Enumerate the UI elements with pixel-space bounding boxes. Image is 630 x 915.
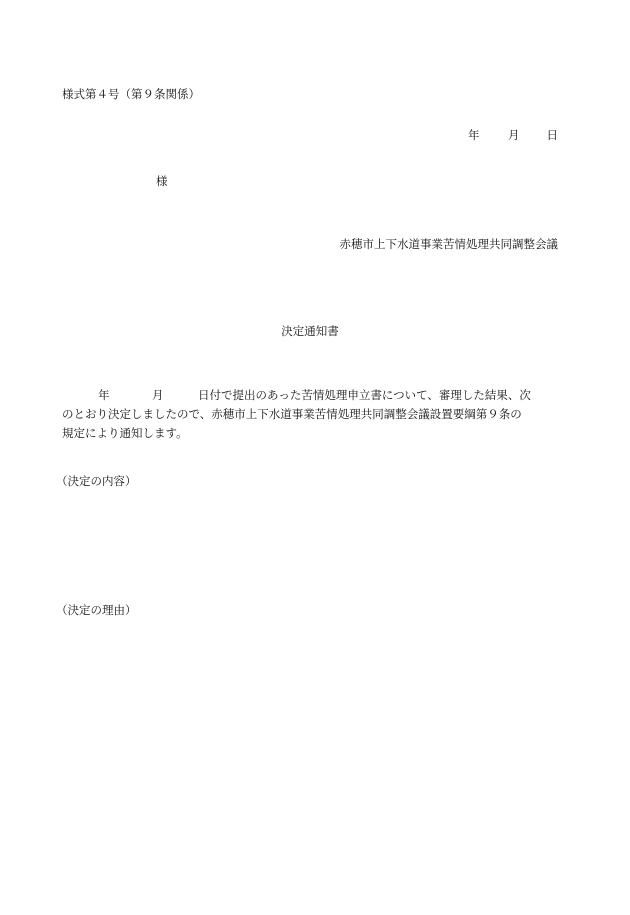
date-month-label: 月 [508, 128, 520, 142]
form-number: 様式第４号（第９条関係） [62, 87, 200, 101]
body-line-2: のとおり決定しましたので、赤穂市上下水道事業苦情処理共同調整会議設置要綱第９条の [62, 407, 522, 421]
date-day-label: 日 [546, 128, 558, 142]
recipient-suffix: 様 [156, 174, 168, 188]
date-year-label: 年 [468, 128, 480, 142]
date-line [468, 128, 558, 142]
body-line-1 [62, 386, 560, 405]
body-year-label: 年 [98, 388, 110, 402]
body-paragraph [62, 386, 560, 443]
sender-name: 赤穂市上下水道事業苦情処理共同調整会議 [339, 237, 558, 251]
decision-content-heading: （決定の内容） [56, 474, 137, 488]
body-line-3: 規定により通知します。 [62, 426, 188, 440]
document-title: 決定通知書 [281, 324, 339, 338]
body-month-label: 月 [152, 388, 164, 402]
decision-reason-heading: （決定の理由） [56, 603, 137, 617]
body-line-1-text: 日付で提出のあった苦情処理申立書について、審理した結果、次 [198, 388, 531, 402]
